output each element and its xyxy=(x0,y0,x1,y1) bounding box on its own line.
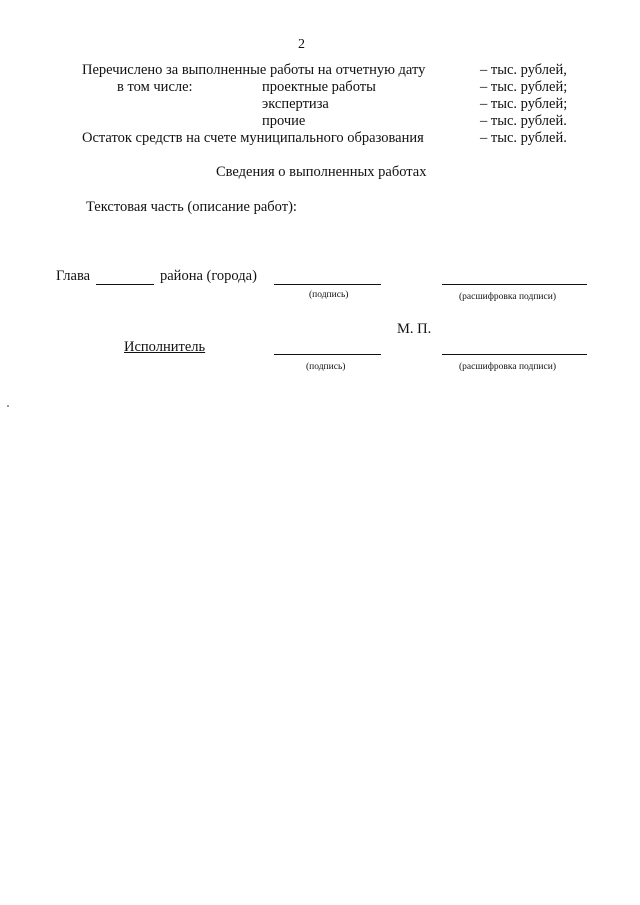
head-signature-line xyxy=(274,284,381,285)
head-decryption-line xyxy=(442,284,587,285)
executor-signature-caption: (подпись) xyxy=(306,362,346,372)
including-label: в том числе: xyxy=(117,79,193,95)
item-design-label: проектные работы xyxy=(262,79,376,95)
balance-label: Остаток средств на счете муниципального образования xyxy=(82,130,424,146)
item-expertise-label: экспертиза xyxy=(262,96,329,112)
head-signature-caption: (подпись) xyxy=(309,290,349,300)
scan-speck xyxy=(7,405,9,407)
stamp-mark: М. П. xyxy=(397,321,432,337)
executor-decryption-line xyxy=(442,354,587,355)
balance-unit: – тыс. рублей. xyxy=(480,130,567,146)
item-expertise-unit: – тыс. рублей; xyxy=(480,96,568,112)
item-other-unit: – тыс. рублей. xyxy=(480,113,567,129)
section-title: Сведения о выполненных работах xyxy=(216,164,427,180)
page-number: 2 xyxy=(298,37,305,52)
head-decryption-caption: (расшифровка подписи) xyxy=(459,292,556,302)
text-part-label: Текстовая часть (описание работ): xyxy=(86,199,297,215)
item-design-unit: – тыс. рублей; xyxy=(480,79,568,95)
head-suffix: района (города) xyxy=(160,268,257,284)
executor-decryption-caption: (расшифровка подписи) xyxy=(459,362,556,372)
executor-signature-line xyxy=(274,354,381,355)
transferred-unit: – тыс. рублей, xyxy=(480,62,567,78)
head-prefix: Глава xyxy=(56,268,91,284)
executor-label: Исполнитель xyxy=(124,339,206,355)
transferred-label: Перечислено за выполненные работы на отчетную дату xyxy=(82,62,426,78)
district-name-blank xyxy=(96,284,154,285)
item-other-label: прочие xyxy=(262,113,306,129)
